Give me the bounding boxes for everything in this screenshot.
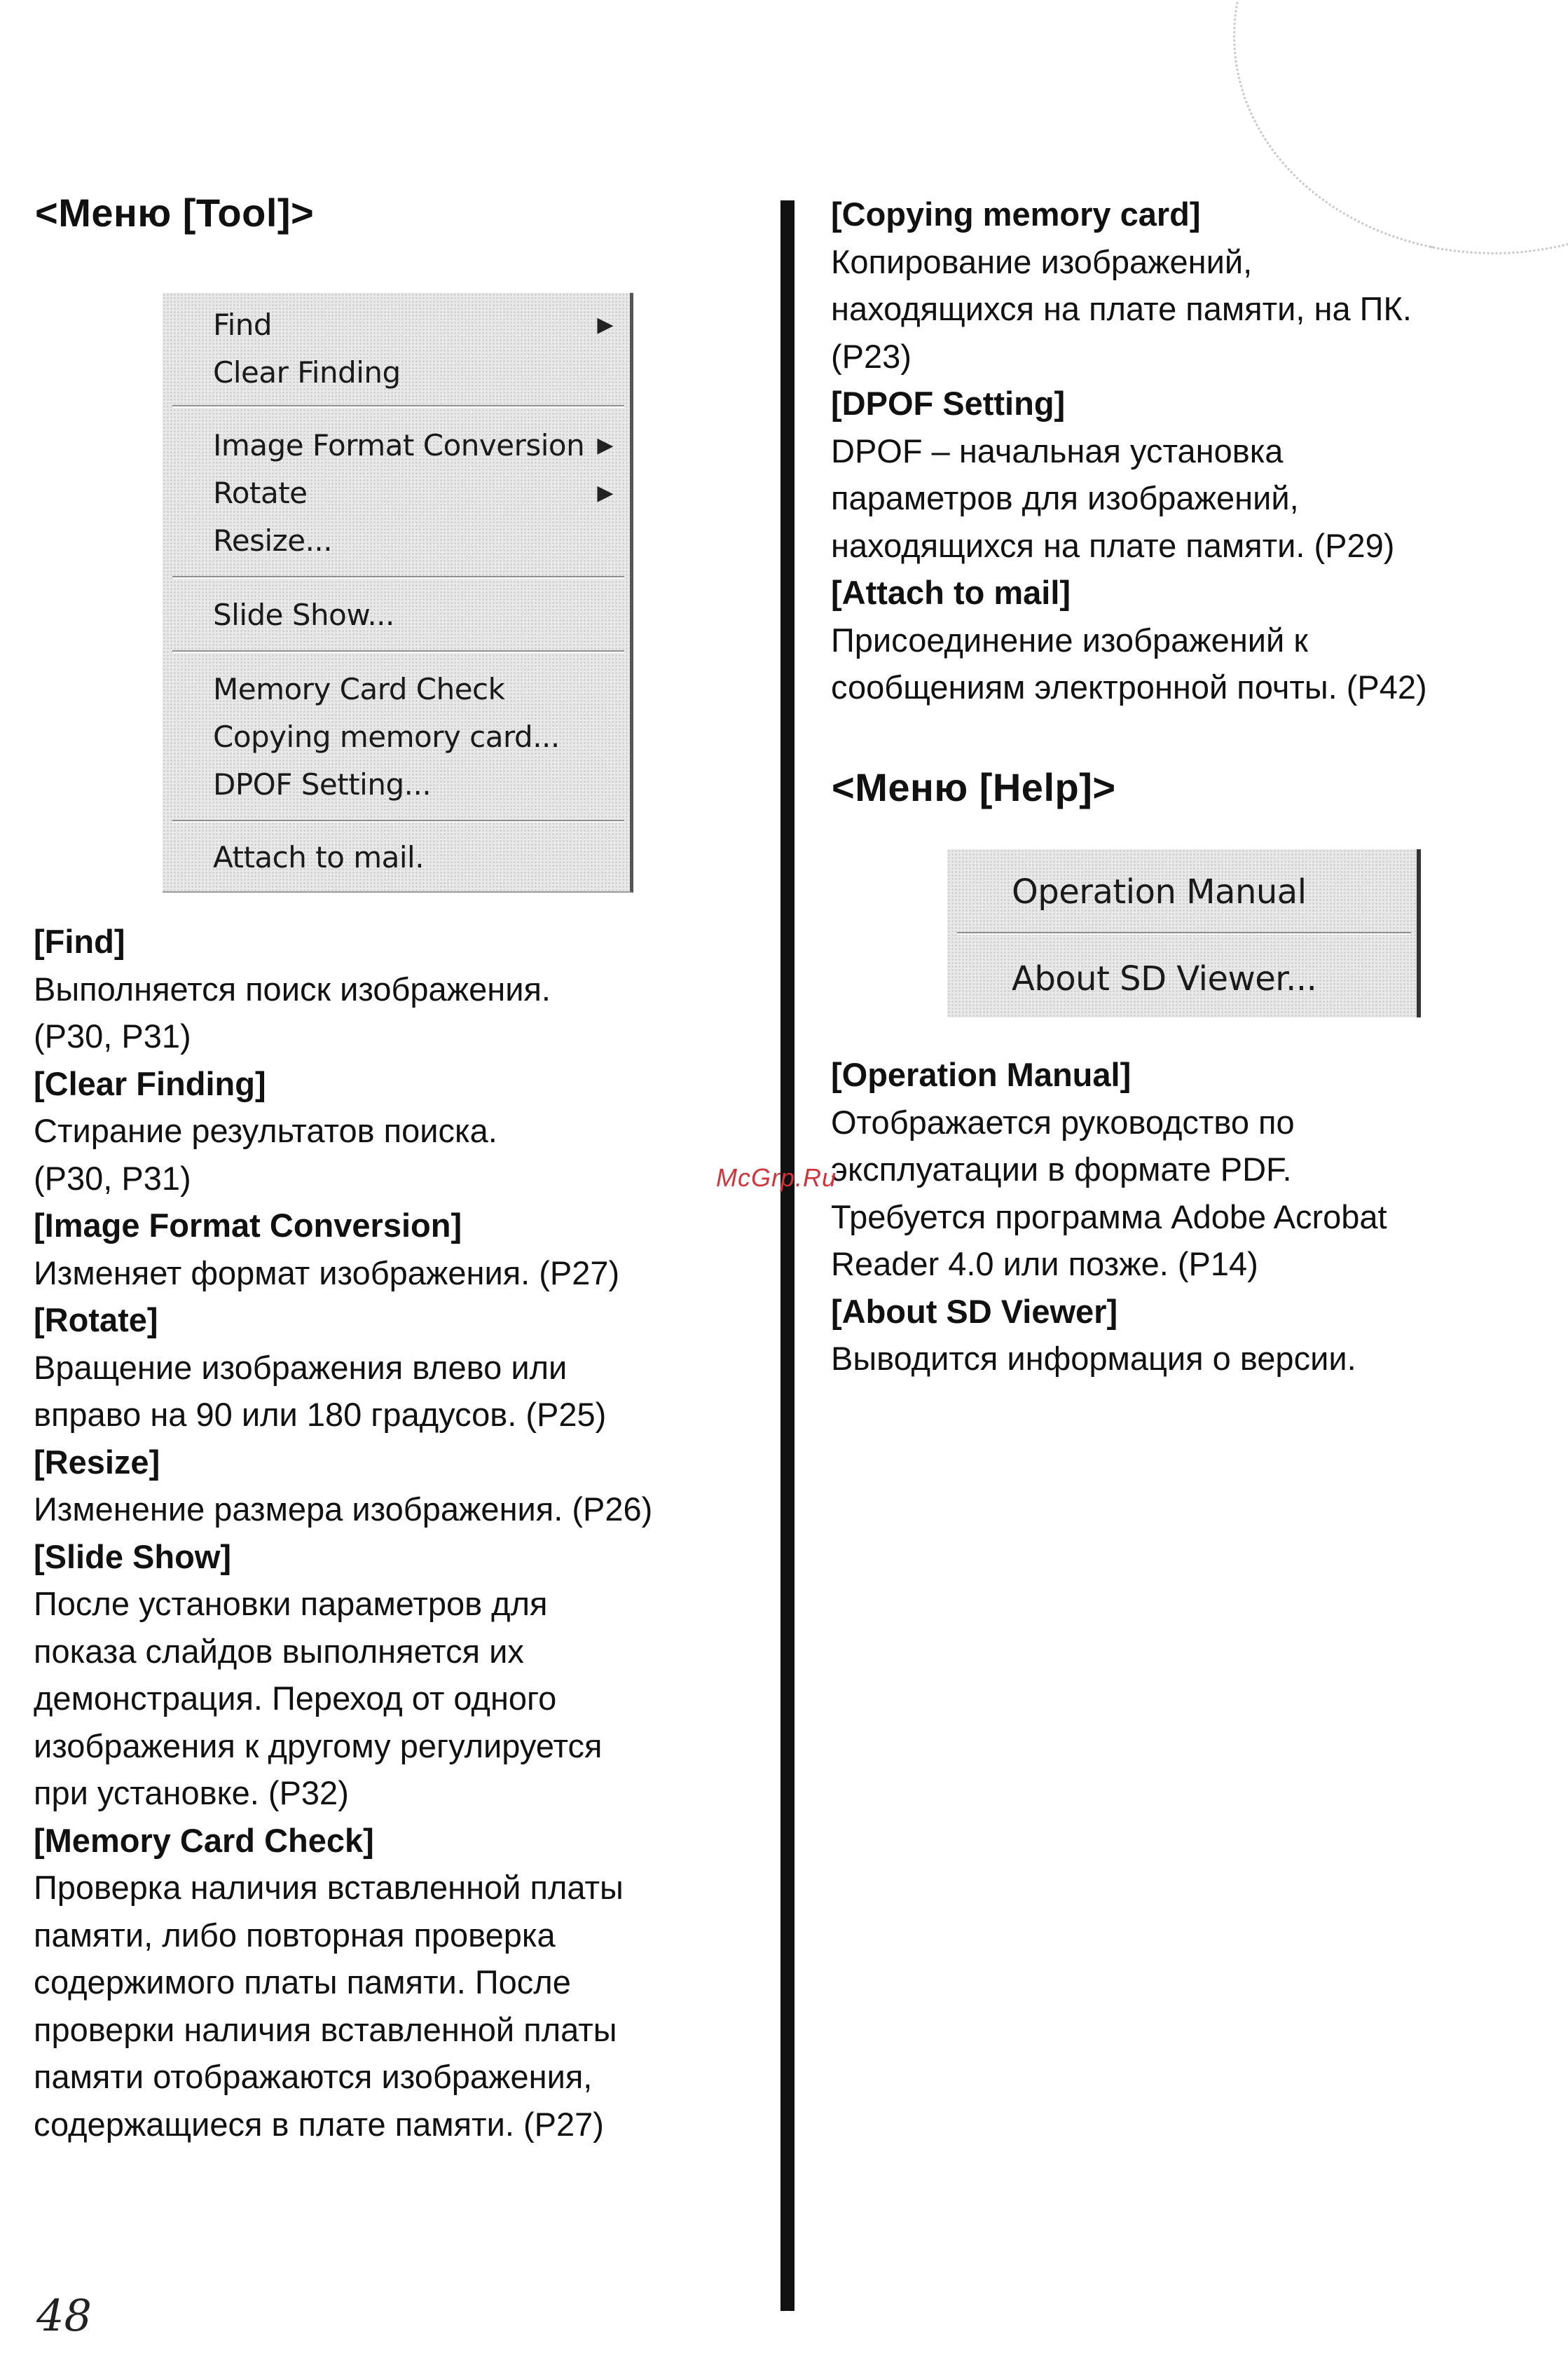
tool-menu-screenshot: [163, 293, 633, 893]
submenu-arrow-icon: ▶: [597, 433, 613, 458]
menu-item-copying-memory-card[interactable]: [163, 715, 630, 760]
menu-separator: [172, 576, 624, 579]
entry-text-line: Вращение изображения влево или: [34, 1348, 568, 1386]
menu-item-label: Copying memory card...: [213, 720, 560, 754]
menu-item-operation-manual[interactable]: [947, 862, 1417, 922]
left-description-column: [34, 918, 762, 2148]
entry-text-line: Выполняется поиск изображения.: [34, 970, 551, 1008]
menu-item-label: About SD Viewer...: [1012, 959, 1317, 999]
entry-title: [Attach to mail]: [831, 574, 1071, 611]
page-number: 48: [36, 2290, 92, 2341]
entry-text-line: Выводится информация о версии.: [831, 1340, 1356, 1377]
entry-text-line: Требуется программа Adobe Acrobat: [831, 1198, 1387, 1235]
entry-text-line: сообщениям электронной почты. (P42): [831, 668, 1427, 706]
entry-text-line: вправо на 90 или 180 градусов. (P25): [34, 1396, 607, 1433]
entry-text-line: памяти, либо повторная проверка: [34, 1916, 556, 1954]
entry-text-line: проверки наличия вставленной платы: [34, 2010, 617, 2048]
entry-text-line: параметров для изображений,: [831, 479, 1299, 516]
menu-item-about-sd-viewer[interactable]: [947, 949, 1417, 1009]
entry-text-line: (P30, P31): [34, 1159, 191, 1197]
menu-separator: [172, 405, 624, 408]
menu-separator: [957, 932, 1411, 935]
menu-item-memory-card-check[interactable]: [163, 667, 630, 712]
entry-text-line: при установке. (P32): [34, 1774, 349, 1811]
menu-item-attach-to-mail[interactable]: [163, 835, 630, 880]
menu-item-dpof-setting[interactable]: [163, 762, 630, 807]
entry-text-line: показа слайдов выполняется их: [34, 1632, 524, 1670]
entry-title: [Slide Show]: [34, 1537, 231, 1575]
watermark: McGrp.Ru: [716, 1163, 837, 1192]
entry-title: [Rotate]: [34, 1301, 158, 1338]
column-divider: [780, 200, 795, 2311]
entry-title: [Memory Card Check]: [34, 1821, 374, 1859]
entry-text-line: Проверка наличия вставленной платы: [34, 1869, 624, 1906]
entry-text-line: находящихся на плате памяти, на ПК.: [831, 290, 1412, 327]
entry-text-line: эксплуатации в формате PDF.: [831, 1151, 1292, 1188]
menu-item-clear-finding[interactable]: [163, 350, 630, 395]
menu-item-label: Resize...: [213, 523, 333, 558]
entry-text-line: содержащиеся в плате памяти. (P27): [34, 2105, 604, 2143]
entry-text-line: (P23): [831, 337, 912, 375]
entry-title: [Clear Finding]: [34, 1064, 266, 1102]
menu-item-label: Image Format Conversion: [213, 428, 585, 462]
entry-text-line: Копирование изображений,: [831, 242, 1253, 280]
menu-item-label: Rotate: [213, 476, 308, 510]
entry-title: [Copying memory card]: [831, 195, 1201, 233]
menu-separator: [172, 650, 624, 653]
entry-text-line: находящихся на плате памяти. (P29): [831, 526, 1395, 564]
entry-text-line: изображения к другому регулируется: [34, 1727, 603, 1764]
menu-item-label: DPOF Setting...: [213, 767, 432, 802]
menu-item-label: Attach to mail.: [213, 840, 425, 874]
menu-item-label: Slide Show...: [213, 598, 394, 632]
submenu-arrow-icon: ▶: [597, 481, 613, 505]
entry-text-line: (P30, P31): [34, 1017, 191, 1055]
entry-text-line: Стирание результатов поиска.: [34, 1112, 497, 1149]
menu-item-label: Operation Manual: [1012, 872, 1307, 912]
entry-text-line: памяти отображаются изображения,: [34, 2058, 593, 2095]
entry-text-line: DPOF – начальная установка: [831, 432, 1284, 469]
entry-text-line: Отображается руководство по: [831, 1103, 1295, 1141]
right-description-column-top: [831, 191, 1560, 711]
entry-title: [DPOF Setting]: [831, 385, 1066, 422]
submenu-arrow-icon: ▶: [597, 313, 613, 337]
entry-title: [Find]: [34, 923, 125, 960]
menu-item-slide-show[interactable]: [163, 593, 630, 638]
entry-text-line: содержимого платы памяти. После: [34, 1963, 571, 2001]
entry-text-line: Reader 4.0 или позже. (P14): [831, 1245, 1258, 1282]
tool-menu-heading: <Меню [Tool]>: [35, 191, 315, 235]
menu-item-rotate[interactable]: [163, 471, 630, 516]
menu-item-label: Memory Card Check: [213, 672, 505, 706]
right-description-column-bottom: [831, 1051, 1560, 1383]
help-menu-heading: <Меню [Help]>: [832, 765, 1116, 809]
entry-text-line: Присоединение изображений к: [831, 621, 1308, 659]
entry-title: [Resize]: [34, 1443, 160, 1481]
menu-item-resize[interactable]: [163, 519, 630, 563]
entry-title: [Operation Manual]: [831, 1056, 1132, 1093]
entry-title: [Image Format Conversion]: [34, 1207, 462, 1244]
entry-text-line: демонстрация. Переход от одного: [34, 1680, 557, 1717]
menu-item-label: Find: [213, 308, 273, 342]
entry-text-line: Изменяет формат изображения. (P27): [34, 1254, 620, 1291]
entry-text-line: Изменение размера изображения. (P26): [34, 1490, 653, 1528]
menu-item-image-format-conversion[interactable]: [163, 423, 630, 468]
menu-item-label: Clear Finding: [213, 355, 401, 390]
help-menu-screenshot: [947, 849, 1421, 1017]
menu-item-find[interactable]: [163, 303, 630, 348]
menu-separator: [172, 820, 624, 823]
entry-title: [About SD Viewer]: [831, 1292, 1118, 1330]
entry-text-line: После установки параметров для: [34, 1585, 548, 1622]
